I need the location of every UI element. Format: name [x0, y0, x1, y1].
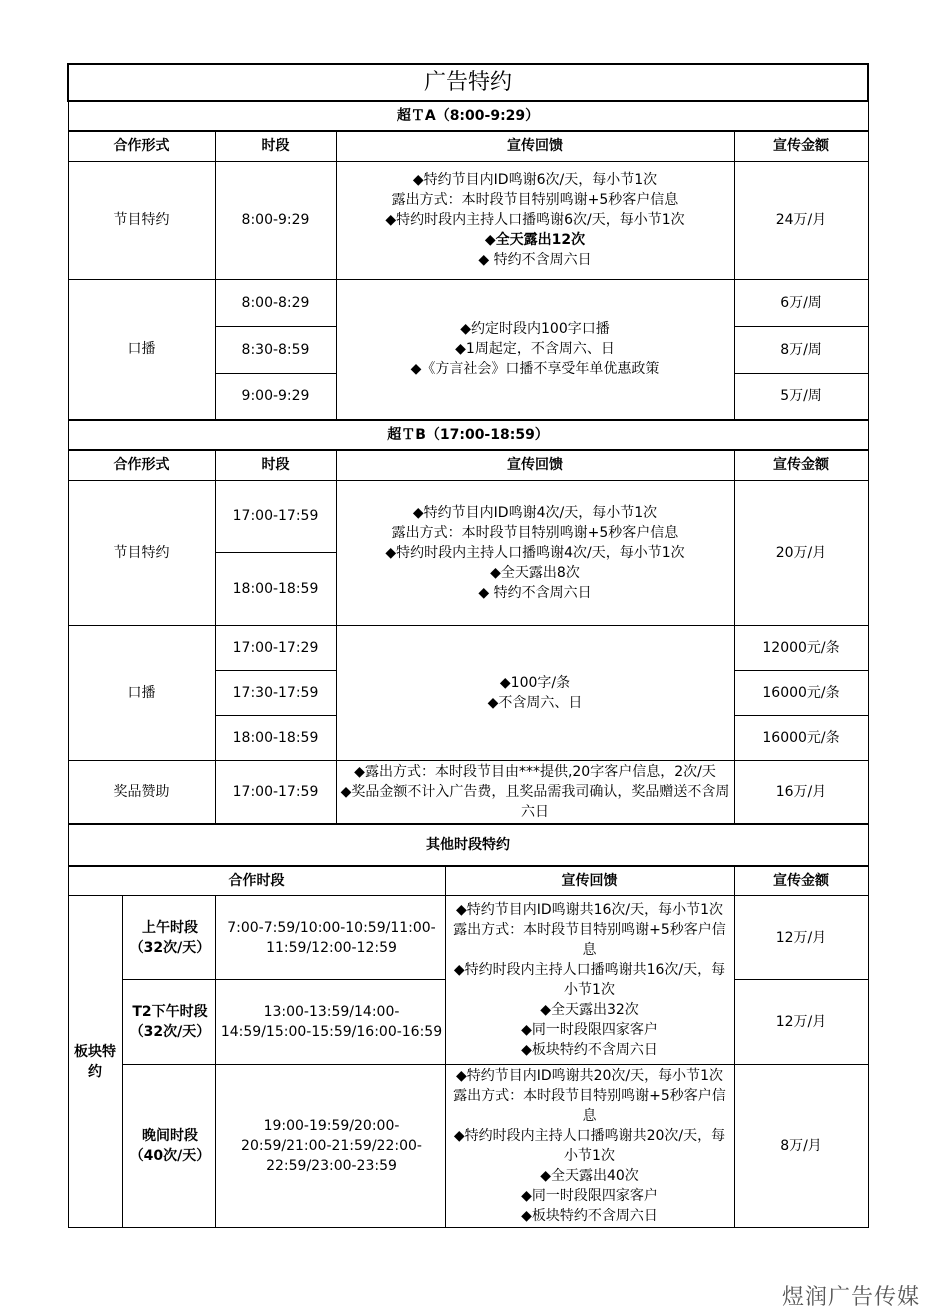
- feedback-line: ◆特约节目内ID鸣谢6次/天，每小节1次: [412, 172, 658, 188]
- feedback-line: ◆特约时段内主持人口播鸣谢6次/天，每小节1次: [385, 212, 685, 228]
- feedback-line: ◆100字/条: [499, 674, 571, 691]
- time-cell: 8:00-8:29: [215, 279, 336, 326]
- price-cell: 5万/周: [734, 373, 868, 420]
- feedback-cell: [336, 480, 734, 625]
- slot-name: T2下午时段（32次/天）: [122, 980, 215, 1065]
- form-cell: 口播: [68, 279, 215, 420]
- column-header: 宣传回馈: [445, 866, 734, 896]
- column-header: 时段: [215, 450, 336, 480]
- feedback-line: ◆不含周六、日: [487, 694, 583, 711]
- price-cell: 16000元/条: [734, 670, 868, 715]
- column-header: 合作时段: [68, 866, 445, 896]
- feedback-cell: [336, 161, 734, 279]
- column-header: 宣传金额: [734, 866, 868, 896]
- feedback-line: ◆特约时段内主持人口播鸣谢共20次/天，每小节1次: [453, 1128, 726, 1164]
- feedback-line: ◆约定时段内100字口播: [460, 321, 610, 338]
- ad-sponsorship-table: [67, 63, 869, 1228]
- feedback-line: ◆特约节目内ID鸣谢共16次/天，每小节1次: [455, 902, 724, 918]
- watermark-text: 煜润广告传媒: [781, 1285, 920, 1310]
- form-cell: 奖品赞助: [68, 760, 215, 824]
- feedback-line: ◆特约节目内ID鸣谢4次/天，每小节1次: [412, 504, 658, 521]
- feedback-line: ◆同一时段限四家客户: [521, 1022, 658, 1038]
- slot-name: 上午时段（32次/天）: [122, 896, 215, 980]
- price-cell: 12万/月: [734, 980, 868, 1065]
- time-cell: 17:00-17:59: [215, 760, 336, 824]
- feedback-line: ◆特约时段内主持人口播鸣谢4次/天，每小节1次: [385, 544, 685, 561]
- time-cell: 8:30-8:59: [215, 326, 336, 373]
- time-cell: 17:00-17:29: [215, 625, 336, 670]
- time-cell: 9:00-9:29: [215, 373, 336, 420]
- time-cell: 17:30-17:59: [215, 670, 336, 715]
- feedback-line: ◆全天露出40次: [540, 1168, 639, 1184]
- slot-name: 晚间时段（40次/天）: [122, 1065, 215, 1228]
- column-header: 宣传回馈: [336, 450, 734, 480]
- price-cell: 8万/周: [734, 326, 868, 373]
- feedback-line: ◆1周起定，不含周六、日: [455, 341, 615, 358]
- feedback-cell: [336, 279, 734, 420]
- price-cell: 6万/周: [734, 279, 868, 326]
- slot-time: 19:00-19:59/20:00-20:59/21:00-21:59/22:00-22:59/23:00-23:59: [215, 1065, 445, 1228]
- time-cell: 17:00-17:59: [215, 480, 336, 552]
- column-header: 合作形式: [68, 450, 215, 480]
- form-cell: 节目特约: [68, 161, 215, 279]
- section-heading: 超ＴB（17:00-18:59）: [68, 420, 868, 450]
- feedback-line: 露出方式：本时段节目特别鸣谢+5秒客户信息: [453, 1088, 726, 1124]
- price-cell: 8万/月: [734, 1065, 868, 1228]
- time-cell: 18:00-18:59: [215, 552, 336, 625]
- table-title: 广告特约: [68, 64, 868, 101]
- price-cell: 16000元/条: [734, 715, 868, 760]
- column-header: 宣传金额: [734, 450, 868, 480]
- feedback-line: ◆全天露出12次: [484, 232, 586, 248]
- feedback-line: 露出方式：本时段节目特别鸣谢+5秒客户信息: [391, 192, 679, 208]
- feedback-cell: [445, 1065, 734, 1228]
- price-cell: 12000元/条: [734, 625, 868, 670]
- price-cell: 12万/月: [734, 896, 868, 980]
- feedback-line: ◆全天露出8次: [490, 564, 580, 581]
- column-header: 合作形式: [68, 131, 215, 161]
- feedback-line: ◆《方言社会》口播不享受年单优惠政策: [410, 361, 660, 378]
- feedback-line: 露出方式：本时段节目特别鸣谢+5秒客户信息: [391, 524, 679, 541]
- feedback-cell: [445, 896, 734, 1065]
- feedback-line: ◆ 特约不含周六日: [478, 252, 592, 268]
- feedback-line: ◆同一时段限四家客户: [521, 1188, 658, 1204]
- slot-time: 13:00-13:59/14:00-14:59/15:00-15:59/16:00-16:59: [215, 980, 445, 1065]
- price-cell: 20万/月: [734, 480, 868, 625]
- price-cell: 24万/月: [734, 161, 868, 279]
- block-label: 板块特约: [68, 896, 122, 1228]
- form-cell: 口播: [68, 625, 215, 760]
- time-cell: 8:00-9:29: [215, 161, 336, 279]
- feedback-line: ◆ 特约不含周六日: [478, 584, 592, 601]
- feedback-line: ◆板块特约不含周六日: [521, 1042, 658, 1058]
- form-cell: 节目特约: [68, 480, 215, 625]
- feedback-line: ◆露出方式：本时段节目由***提供,20字客户信息，2次/天: [354, 763, 716, 780]
- feedback-line: ◆板块特约不含周六日: [521, 1208, 658, 1224]
- feedback-cell: [336, 760, 734, 824]
- section-heading: 其他时段特约: [68, 824, 868, 866]
- section-heading: 超ＴA（8:00-9:29）: [68, 101, 868, 131]
- feedback-line: ◆全天露出32次: [540, 1002, 639, 1018]
- column-header: 时段: [215, 131, 336, 161]
- price-cell: 16万/月: [734, 760, 868, 824]
- slot-time: 7:00-7:59/10:00-10:59/11:00-11:59/12:00-12:59: [215, 896, 445, 980]
- feedback-cell: [336, 625, 734, 760]
- feedback-line: ◆特约节目内ID鸣谢共20次/天，每小节1次: [455, 1068, 724, 1084]
- column-header: 宣传金额: [734, 131, 868, 161]
- feedback-line: ◆特约时段内主持人口播鸣谢共16次/天，每小节1次: [453, 962, 726, 998]
- feedback-line: ◆奖品金额不计入广告费，且奖品需我司确认，奖品赠送不含周六日: [340, 783, 730, 820]
- time-cell: 18:00-18:59: [215, 715, 336, 760]
- column-header: 宣传回馈: [336, 131, 734, 161]
- feedback-line: 露出方式：本时段节目特别鸣谢+5秒客户信息: [453, 922, 726, 958]
